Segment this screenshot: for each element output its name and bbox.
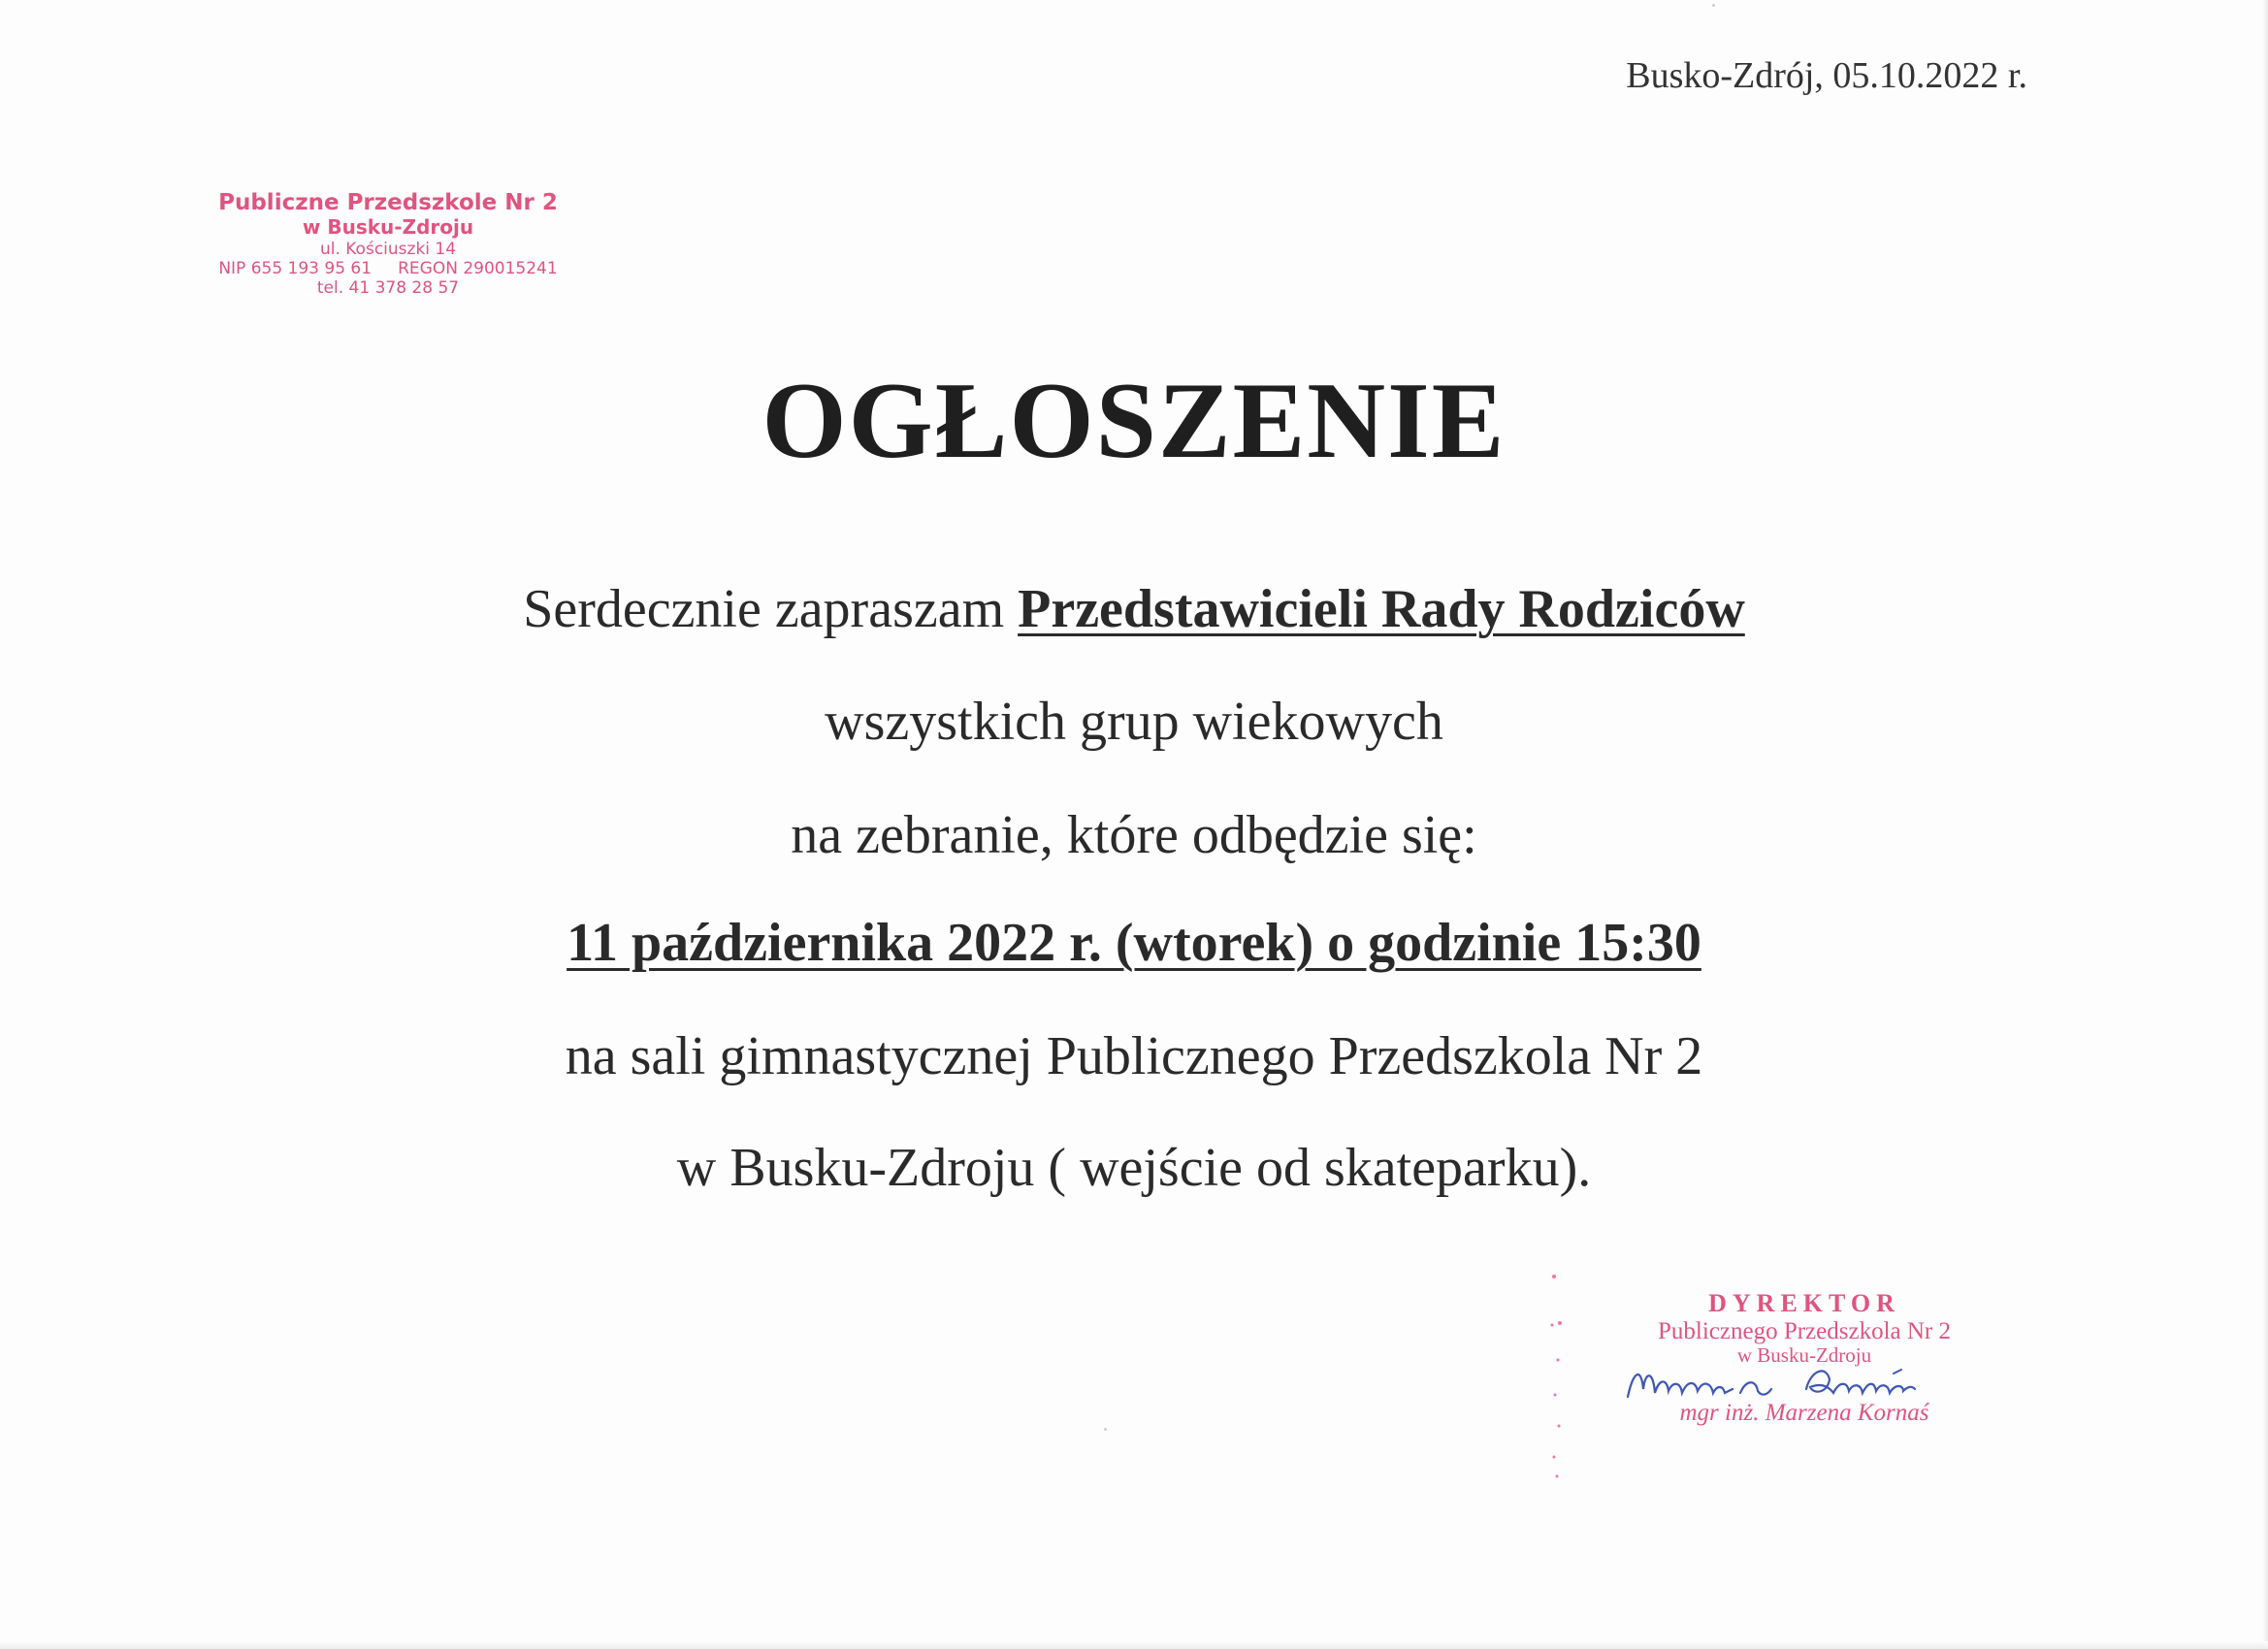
scan-speck: [1104, 1428, 1107, 1431]
scan-speck: [1712, 4, 1715, 7]
notice-line-datetime: 11 października 2022 r. (wtorek) o godzinie 15:30: [567, 913, 1701, 973]
notice-line-venue: na sali gimnastycznej Publicznego Przedszkola Nr 2: [565, 1026, 1703, 1086]
notice-line-groups: wszystkich grup wiekowych: [825, 692, 1443, 752]
director-stamp-org: Publicznego Przedszkola Nr 2: [1657, 1317, 1951, 1344]
notice-title: OGŁOSZENIE: [761, 361, 1507, 481]
director-stamp-title: DYREKTOR: [1708, 1289, 1900, 1317]
notice-line-location: w Busku-Zdroju ( wejście od skateparku).: [676, 1138, 1592, 1198]
school-stamp-street: ul. Kościuszki 14: [319, 239, 457, 259]
director-signature-icon: [1620, 1350, 1969, 1418]
stamp-dots-decoration: [1550, 1271, 1570, 1484]
school-stamp: [194, 190, 582, 298]
director-stamp-city: w Busku-Zdroju: [1736, 1343, 1872, 1368]
school-stamp-city: w Busku-Zdroju: [302, 215, 474, 240]
notice-line-invitation: [0, 578, 2268, 640]
scan-edge-bottom: [0, 1641, 2268, 1649]
school-stamp-ids: NIP 655 193 95 61 REGON 290015241: [218, 258, 558, 278]
document-date: Busko-Zdrój, 05.10.2022 r.: [1626, 55, 2027, 96]
invitation-recipients: Przedstawicieli Rady Rodziców: [1018, 579, 1745, 639]
invitation-prefix: Serdecznie zapraszam: [523, 579, 1019, 639]
director-stamp-person: mgr inż. Marzena Kornaś: [1679, 1400, 1929, 1427]
notice-line-meeting: na zebranie, które odbędzie się:: [791, 805, 1477, 865]
school-stamp-phone: tel. 41 378 28 57: [316, 277, 460, 298]
school-stamp-name: Publiczne Przedszkole Nr 2: [218, 190, 558, 215]
